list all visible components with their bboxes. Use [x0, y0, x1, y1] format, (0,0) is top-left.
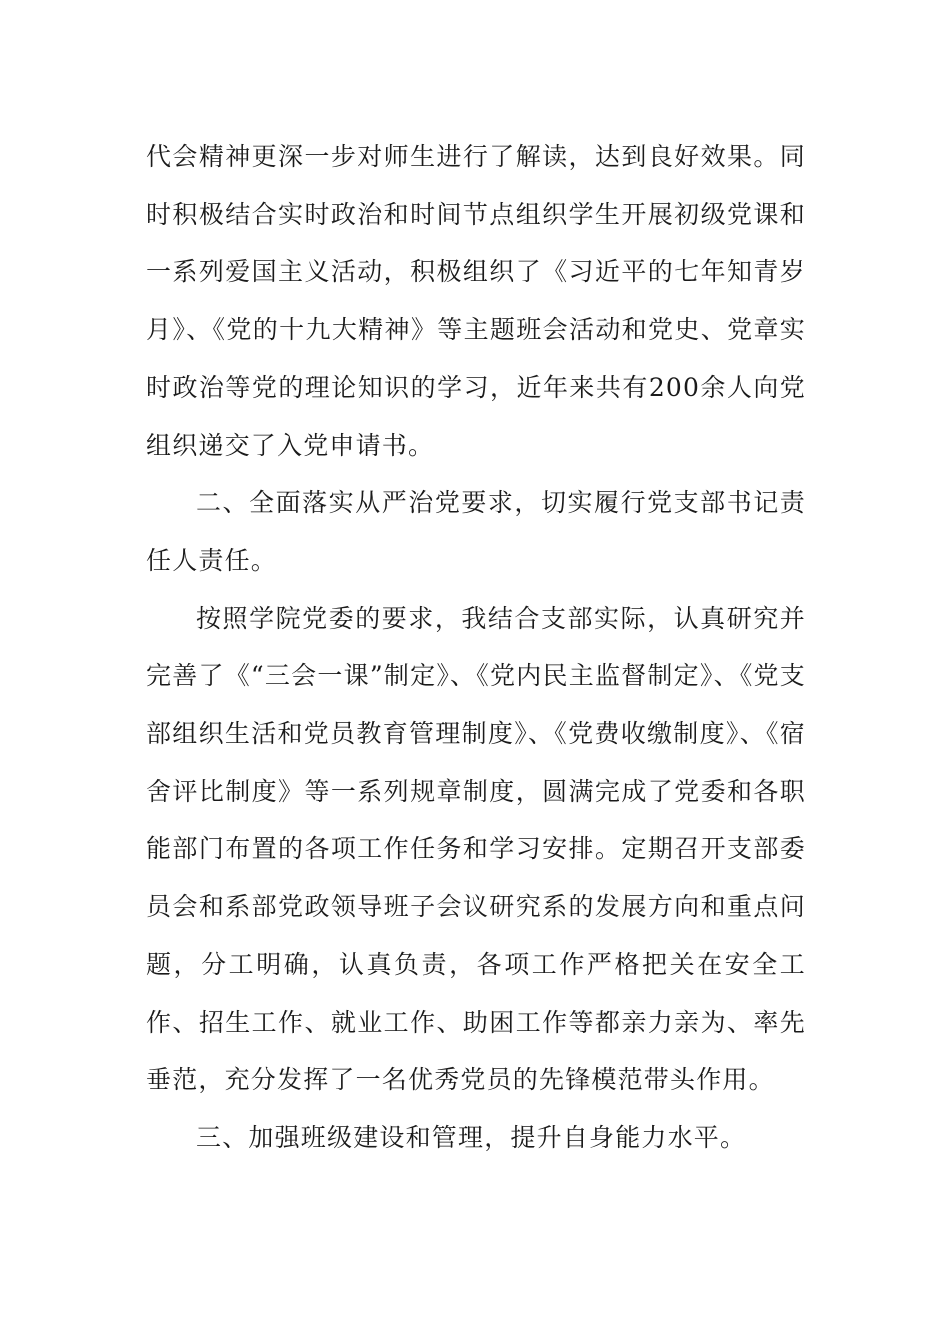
- document-body: [146, 128, 806, 1167]
- paragraph-regulations: 按照学院党委的要求，我结合支部实际，认真研究并完善了《“三会一课”制定》、《党内民主监督制定》、《党支部组织生活和党员教育管理制度》、《党费收缴制度》、《宿舍评比制度》等一系列规章制度，圆满完成了党委和各职能部门布置的各项工作任务和学习安排。定期召开支部委员会和系部党政领导班子会议研究系的发展方向和重点问题，分工明确，认真负责，各项工作严格把关在安全工作、招生工作、就业工作、助困工作等都亲力亲为、率先垂范，充分发挥了一名优秀党员的先锋模范带头作用。: [146, 603, 806, 1095]
- section-heading-three: 三、加强班级建设和管理，提升自身能力水平。: [196, 1122, 747, 1152]
- section-heading-two: 二、全面落实从严治党要求，切实履行党支部书记责任人责任。: [146, 488, 806, 575]
- paragraph-continued: 代会精神更深一步对师生进行了解读，达到良好效果。同时积极结合实时政治和时间节点组织学生开展初级党课和一系列爱国主义活动，积极组织了《习近平的七年知青岁月》、《党的十九大精神》等主题班会活动和党史、党章实时政治等党的理论知识的学习，近年来共有200余人向党组织递交了入党申请书。: [146, 142, 806, 460]
